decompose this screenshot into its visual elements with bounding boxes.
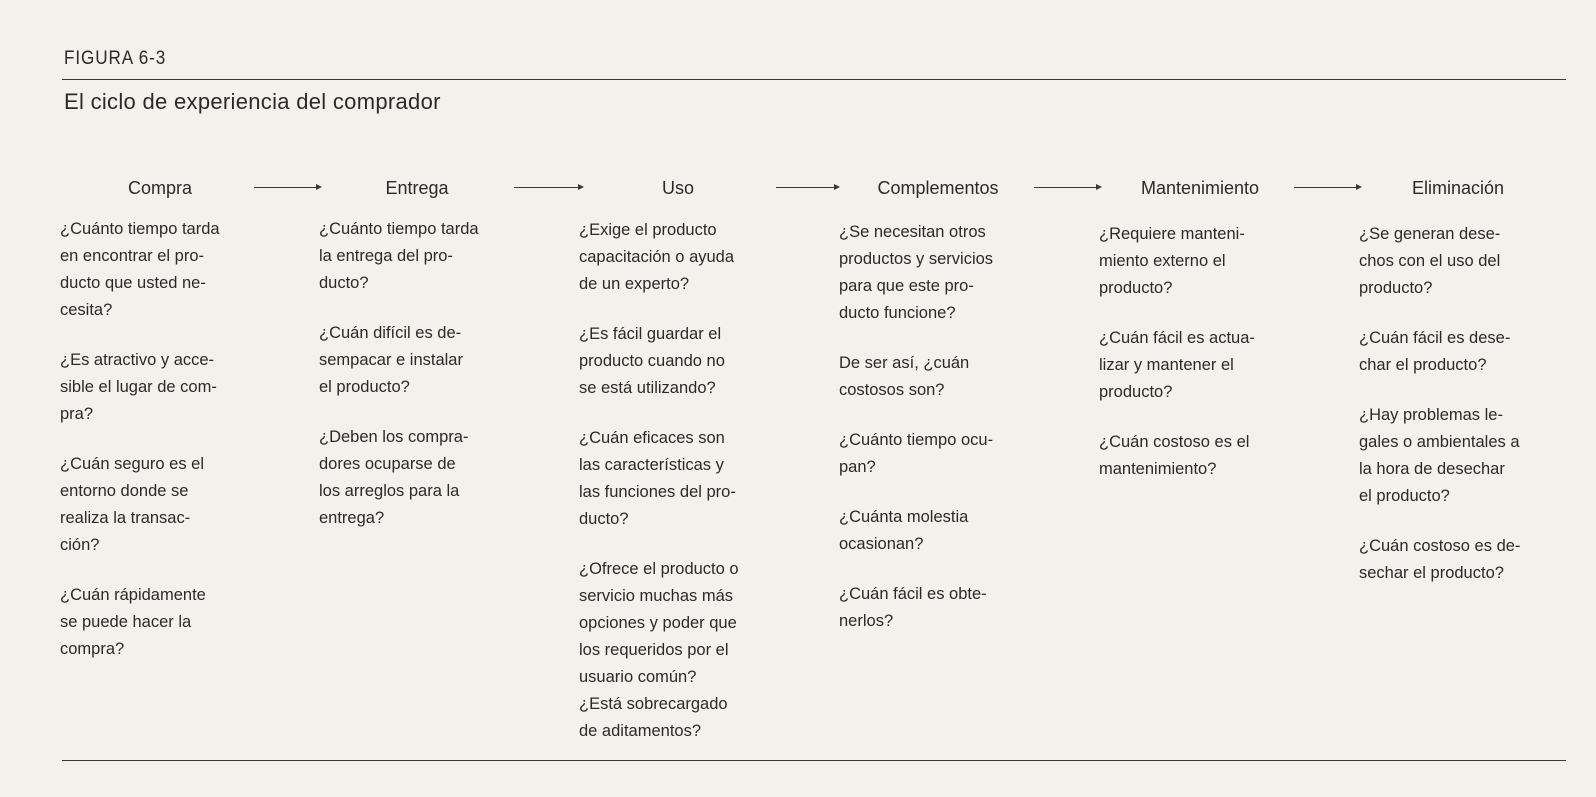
question-item: ¿Cuán fácil es actua- lizar y mantener el producto? [1099,329,1255,401]
question-item: ¿Cuánto tiempo tarda la entrega del pro- ducto? [319,220,479,292]
figure-title: El ciclo de experiencia del comprador [64,89,441,114]
arrow-icon [776,187,838,188]
stage-header-complementos: Complementos [877,178,999,198]
arrow-icon [254,187,320,188]
stage-header-eliminacion: Eliminación [1411,178,1505,198]
bottom-rule [62,760,1566,761]
question-item: ¿Exige el producto capacitación o ayuda de un experto? [579,221,735,293]
question-item: De ser así, ¿cuán costosos son? [839,354,970,399]
question-item: ¿Cuán costoso es de- sechar el producto? [1359,537,1521,582]
stage-column-compra [60,216,260,663]
question-item: ¿Ofrece el producto o servicio muchas más opciones y poder que los requeridos por el usuario común? ¿Está sobrecargado de aditamentos? [579,560,739,740]
question-item: ¿Cuán fácil es obte- nerlos? [839,585,987,630]
stage-header-entrega: Entrega [385,178,449,198]
arrow-icon [514,187,582,188]
top-rule [62,79,1566,80]
question-item: ¿Es atractivo y acce- sible el lugar de com- pra? [60,351,217,423]
stage-column-entrega [319,216,519,532]
question-item: ¿Cuán fácil es dese- char el producto? [1359,329,1511,374]
stage-column-eliminacion [1359,221,1559,587]
question-item: ¿Cuán eficaces son las características y las funciones del pro- ducto? [579,429,736,528]
stage-header-compra: Compra [127,178,193,198]
question-item: ¿Cuánto tiempo ocu- pan? [839,431,994,476]
question-item: ¿Cuán difícil es de- sempacar e instalar el producto? [319,324,463,396]
stage-header-mantenimiento: Mantenimiento [1140,178,1260,198]
stage-column-mantenimiento [1099,221,1299,483]
question-item: ¿Cuán rápidamente se puede hacer la compra? [60,586,206,658]
question-item: ¿Se necesitan otros productos y servicios para que este pro- ducto funcione? [839,223,994,322]
stage-column-uso [579,217,779,745]
question-item: ¿Hay problemas le- gales o ambientales a la hora de desechar el producto? [1359,406,1520,505]
question-item: ¿Se generan dese- chos con el uso del producto? [1359,225,1501,297]
arrow-icon [1034,187,1100,188]
stage-column-complementos [839,219,1039,635]
stage-header-uso: Uso [661,178,694,198]
question-item: ¿Deben los compra- dores ocuparse de los arreglos para la entrega? [319,428,469,527]
question-item: ¿Cuán costoso es el mantenimiento? [1099,433,1250,478]
question-item: ¿Cuánta molestia ocasionan? [839,508,969,553]
question-item: ¿Cuánto tiempo tarda en encontrar el pro- ducto que usted ne- cesita? [60,220,220,319]
question-item: ¿Requiere manteni- miento externo el producto? [1099,225,1245,297]
figure-label: FIGURA 6-3 [64,48,167,69]
arrow-icon [1294,187,1360,188]
question-item: ¿Cuán seguro es el entorno donde se realiza la transac- ción? [60,455,204,554]
question-item: ¿Es fácil guardar el producto cuando no se está utilizando? [579,325,725,397]
